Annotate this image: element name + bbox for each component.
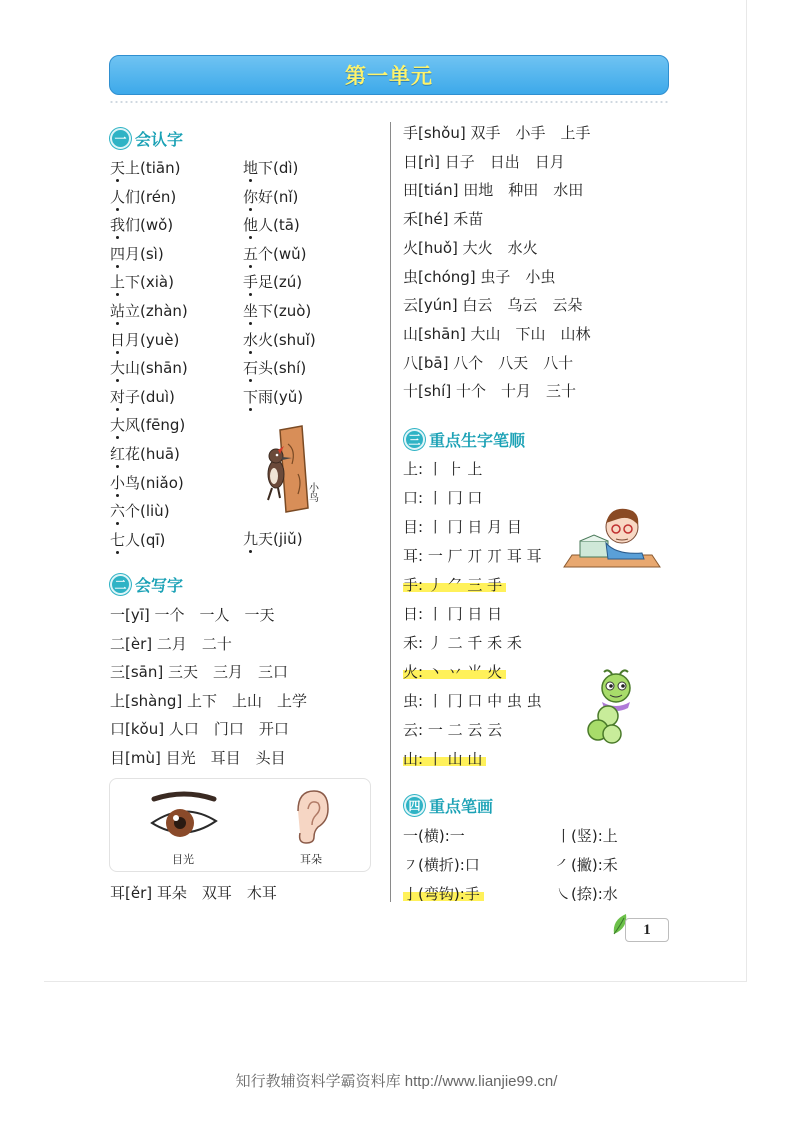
key-stroke-item: ㇏(捺):水: [556, 885, 618, 903]
recognize-word: 坐下(zuò): [243, 302, 312, 320]
recognize-word: 七人(qī): [110, 530, 166, 549]
section-stroke-order-header: [404, 427, 525, 451]
recognize-word: 大山(shān): [110, 359, 188, 378]
stroke-order-row: 禾: 丿 二 千 禾 禾: [403, 634, 522, 652]
section-title: 会认字: [135, 129, 184, 149]
page-number: 1: [625, 918, 669, 942]
ear-illustration: [288, 787, 332, 847]
recognize-word: 我们(wǒ): [110, 216, 174, 235]
emphasis-dot: [249, 265, 252, 268]
stroke-order-row: 日: 丨 冂 日 日: [403, 605, 503, 623]
emphasis-dot: [249, 408, 252, 411]
recognize-word: 水火(shuǐ): [243, 330, 316, 349]
write-row: 日[rì] 日子 日出 日月: [403, 152, 565, 171]
stroke-order-row: 虫: 丨 冂 口 中 虫 虫: [403, 692, 542, 710]
write-row: 禾[hé] 禾苗: [403, 210, 484, 229]
emphasis-dot: [249, 550, 252, 553]
recognize-word: 他人(tā): [243, 216, 300, 235]
stroke-order-row: 耳: 一 厂 丌 丌 耳 耳: [403, 547, 542, 565]
stroke-order-row: 上: 丨 ⺊ 上: [403, 460, 483, 478]
footer-watermark: 知行教辅资料学霸资料库 http://www.lianjie99.cn/: [235, 1073, 558, 1090]
write-row: 上[shàng] 上下 上山 上学: [110, 691, 308, 710]
section-recognize-header: [110, 126, 183, 150]
section-badge: 三: [404, 429, 425, 450]
emphasis-dot: [116, 208, 119, 211]
dotted-rule: [109, 100, 669, 104]
emphasis-dot: [116, 351, 119, 354]
stroke-order-row: [403, 574, 506, 596]
recognize-word: 地下(dì): [243, 159, 299, 177]
section-title: 重点生字笔顺: [429, 430, 526, 450]
boy-reading-illustration: [560, 505, 666, 575]
section-title: 重点笔画: [429, 796, 494, 816]
key-stroke-item: 一(横):一: [403, 827, 465, 845]
write-row: 山[shān] 大山 下山 山林: [403, 324, 591, 343]
recognize-word: 手足(zú): [243, 273, 303, 292]
stroke-order-row: 目: 丨 冂 日 月 目: [403, 518, 522, 536]
stroke-order-row: 口: 丨 冂 口: [403, 489, 483, 507]
section-badge: 四: [404, 795, 425, 816]
stroke-order-row: [403, 661, 506, 683]
recognize-word: 小鸟(niǎo): [110, 473, 184, 492]
highlighted-text: 山: 丨 山 山: [403, 750, 486, 768]
recognize-word: 日月(yuè): [110, 330, 180, 349]
ear-caption: 耳朵: [300, 853, 322, 866]
key-stroke-item: ㇇(横折):口: [403, 856, 480, 874]
write-row: 手[shǒu] 双手 小手 上手: [403, 124, 591, 142]
caterpillar-illustration: [582, 668, 644, 746]
write-row: 火[huǒ] 大火 水火: [403, 238, 538, 257]
emphasis-dot: [249, 322, 252, 325]
section-key-strokes-header: [404, 793, 493, 817]
column-divider: [390, 122, 391, 902]
emphasis-dot: [116, 551, 119, 554]
highlighted-text: 火: 丶 丷 ⺌ 火: [403, 663, 506, 681]
key-stroke-item: [403, 883, 484, 905]
key-stroke-item: 丨(竖):上: [556, 827, 618, 845]
recognize-word: 红花(huā): [110, 445, 180, 463]
section-badge: 一: [110, 128, 131, 149]
key-stroke-item: ㇒(撇):禾: [556, 856, 618, 874]
write-row: 虫[chóng] 虫子 小虫: [403, 267, 556, 286]
highlighted-text: 亅(弯钩):手: [403, 885, 484, 903]
bird-caption: 小鸟: [309, 483, 319, 504]
write-row: 八[bā] 八个 八天 八十: [403, 353, 574, 372]
emphasis-dot: [116, 322, 119, 325]
write-row: 田[tián] 田地 种田 水田: [403, 181, 584, 200]
emphasis-dot: [116, 179, 119, 182]
unit-title: 第一单元: [345, 64, 433, 88]
emphasis-dot: [116, 408, 119, 411]
write-row-last: 耳[ěr] 耳朵 双耳 木耳: [110, 884, 277, 902]
recognize-word: 四月(sì): [110, 244, 164, 263]
section-write-header: [110, 572, 183, 596]
recognize-word: 对子(duì): [110, 387, 175, 406]
write-row: 目[mù] 目光 耳目 头目: [110, 749, 286, 767]
emphasis-dot: [249, 208, 252, 211]
stroke-order-row: [403, 748, 486, 770]
highlighted-text: 手: 丿 ⺈ 三 手: [403, 576, 506, 594]
write-row: 十[shí] 十个 十月 三十: [403, 382, 576, 401]
section-badge: 二: [110, 574, 131, 595]
recognize-word: 大风(fēng): [110, 416, 186, 435]
recognize-word: 站立(zhàn): [110, 302, 188, 320]
stroke-order-row: 云: 一 二 云 云: [403, 721, 503, 739]
eye-ear-image-box: [109, 778, 371, 872]
emphasis-dot: [116, 265, 119, 268]
emphasis-dot: [249, 179, 252, 182]
unit-title-banner: [109, 55, 669, 95]
recognize-word: 下雨(yǔ): [243, 387, 304, 406]
write-row: 一[yī] 一个 一人 一天: [110, 606, 275, 624]
recognize-word: 你好(nǐ): [243, 187, 299, 206]
emphasis-dot: [249, 351, 252, 354]
eye-caption: 目光: [172, 853, 194, 866]
recognize-word: 天上(tiān): [110, 159, 181, 177]
recognize-word: 六个(liù): [110, 502, 170, 521]
emphasis-dot: [116, 465, 119, 468]
emphasis-dot: [116, 494, 119, 497]
recognize-word: 石头(shí): [243, 359, 307, 378]
recognize-word: 上下(xià): [110, 273, 174, 292]
eye-illustration: [150, 791, 218, 843]
write-row: 云[yún] 白云 乌云 云朵: [403, 296, 583, 315]
write-row: 口[kǒu] 人口 门口 开口: [110, 720, 289, 739]
write-row: 三[sān] 三天 三月 三口: [110, 663, 288, 682]
write-row: 二[èr] 二月 二十: [110, 634, 232, 653]
recognize-word: 五个(wǔ): [243, 244, 307, 263]
section-title: 会写字: [135, 575, 184, 595]
recognize-word: 九天(jiǔ): [243, 530, 303, 548]
recognize-word: 人们(rén): [110, 187, 177, 206]
